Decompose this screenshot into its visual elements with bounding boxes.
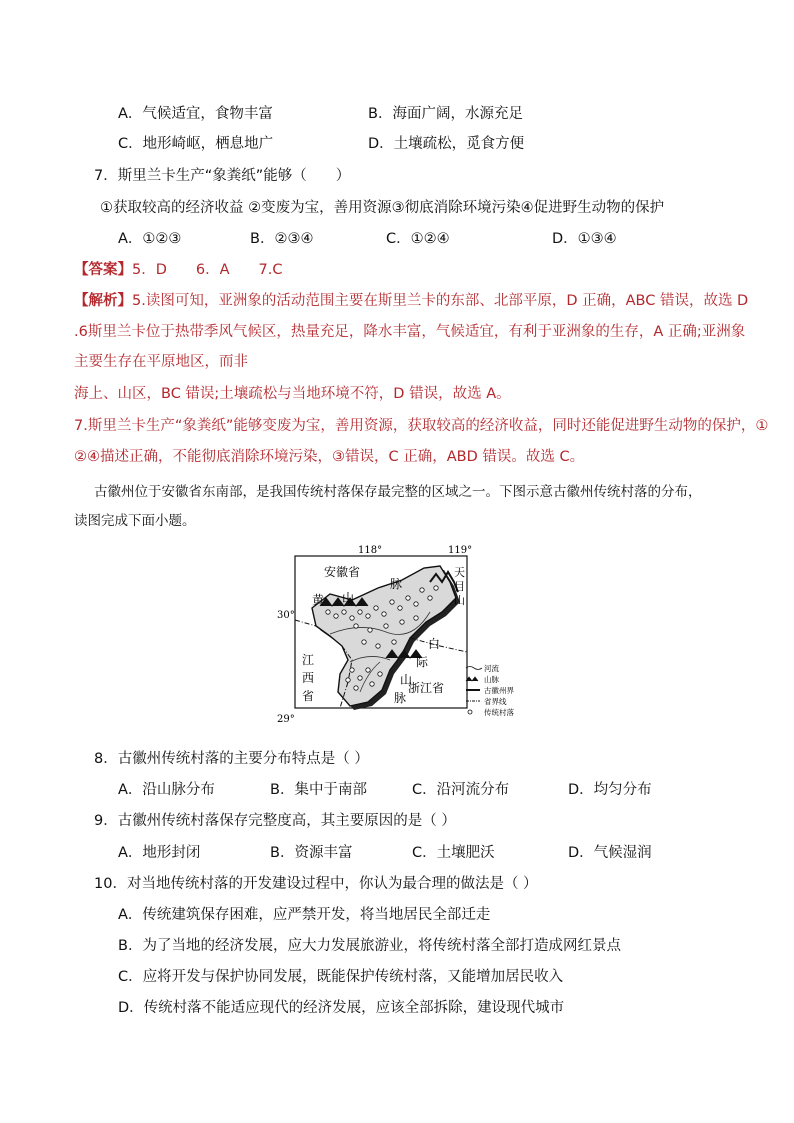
- legend-province: 省界线: [484, 697, 507, 706]
- analysis-line-2: .6斯里兰卡位于热带季风气候区，热量充足，降水丰富，气候适宜，有利于亚洲象的生存，A 正确;亚洲象: [74, 324, 746, 340]
- legend-river-symbol: [466, 667, 482, 670]
- answer-tag: 【答案】: [74, 262, 132, 278]
- label-anhui: 安徽省: [324, 565, 361, 579]
- analysis-line-5: 7.斯里兰卡生产“象粪纸”能够变废为宝，善用资源，获取较高的经济收益，同时还能促进野生动物的保护，①: [74, 418, 769, 434]
- label-mai1: 脉: [390, 577, 403, 591]
- analysis-line-6: ②④描述正确，不能彻底消除环境污染，③错误，C 正确，ABD 错误。故选 C。: [74, 449, 585, 465]
- analysis-line-4: 海上、山区，BC 错误;土壤疏松与当地环境不符，D 错误，故选 A。: [74, 386, 511, 402]
- label-bai: 白: [428, 637, 441, 651]
- q10-option-b: B．为了当地的经济发展，应大力发展旅游业，将传统村落全部打造成网红景点: [118, 938, 621, 954]
- q7-stem: 7．斯里兰卡生产“象粪纸”能够（ ）: [94, 168, 351, 184]
- label-huang: 黄: [312, 593, 325, 607]
- huizhou-village-map: [277, 542, 514, 725]
- q7-option-c: C．①②④: [386, 231, 450, 247]
- q7-option-b: B．②③④: [250, 231, 314, 247]
- lon-label-118: 118°: [358, 545, 383, 556]
- legend-village-symbol: [468, 710, 472, 714]
- label-xi: 西: [302, 671, 315, 685]
- q10-stem: 10．对当地传统村落的开发建设过程中，你认为最合理的做法是（ ）: [94, 876, 538, 892]
- map-svg: [277, 542, 514, 725]
- analysis-tag: 【解析】: [74, 293, 132, 309]
- q6-option-c: C．地形崎岖，栖息地广: [118, 136, 274, 152]
- analysis-line-1: [74, 289, 748, 310]
- q8-option-a: A．沿山脉分布: [118, 782, 215, 798]
- q7-option-d: D．①③④: [552, 231, 617, 247]
- q9-option-d: D．气候湿润: [568, 845, 652, 861]
- label-sheng: 省: [302, 689, 315, 703]
- q7-option-a: A．①②③: [118, 231, 182, 247]
- q9-option-b: B．资源丰富: [270, 845, 353, 861]
- analysis-line-3: 主要生存在平原地区，而非: [74, 354, 248, 370]
- label-mu: 目: [454, 580, 465, 593]
- q6-option-a: A．气候适宜，食物丰富: [118, 106, 273, 122]
- q8-stem: 8．古徽州传统村落的主要分布特点是（ ）: [94, 751, 369, 767]
- q10-option-c: C．应将开发与保护协同发展，既能保护传统村落，又能增加居民收入: [118, 969, 564, 985]
- legend-river: 河流: [484, 664, 499, 673]
- legend-boundary: 古徽州界: [484, 686, 514, 695]
- q10-option-d: D．传统村落不能适应现代的经济发展，应该全部拆除，建设现代城市: [118, 1000, 565, 1016]
- q6-option-b: B．海面广阔，水源充足: [368, 106, 523, 122]
- intro-line-1: 古徽州位于安徽省东南部，是我国传统村落保存最完整的区域之一。下图示意古徽州传统村落的分布，: [94, 484, 702, 500]
- answer-text: 5．D 6．A 7.C: [132, 262, 283, 278]
- label-mai2: 脉: [394, 691, 407, 705]
- label-jiang: 江: [302, 653, 315, 667]
- lat-label-30: 30°: [277, 610, 295, 621]
- analysis-text-1: 5.读图可知，亚洲象的活动范围主要在斯里兰卡的东部、北部平原，D 正确，ABC 错误，故选 D: [132, 293, 749, 309]
- lat-label-29: 29°: [277, 714, 295, 725]
- label-shan3: 山: [400, 673, 413, 687]
- legend-mountain: 山脉: [484, 675, 499, 684]
- map-legend: [466, 663, 514, 717]
- legend-village: 传统村落: [484, 708, 514, 717]
- intro-line-2: 读图完成下面小题。: [74, 513, 196, 529]
- q6-option-d: D．土壤疏松，觅食方便: [368, 136, 525, 152]
- label-shan1: 山: [342, 591, 355, 605]
- label-ji: 际: [416, 655, 429, 669]
- q9-option-a: A．地形封闭: [118, 845, 201, 861]
- q8-option-c: C．沿河流分布: [412, 782, 510, 798]
- answer-line: [74, 258, 283, 279]
- lon-label-119: 119°: [448, 545, 473, 556]
- label-zhejiang: 浙江省: [408, 681, 445, 695]
- legend-mountain-symbol: [466, 677, 478, 681]
- q9-stem: 9．古徽州传统村落保存完整度高，其主要原因的是（ ）: [94, 813, 456, 829]
- label-tian: 天: [454, 566, 465, 579]
- q7-statements: ①获取较高的经济收益 ②变废为宝，善用资源③彻底消除环境污染④促进野生动物的保护: [100, 200, 665, 216]
- q9-option-c: C．土壤肥沃: [412, 845, 495, 861]
- q10-option-a: A．传统建筑保存困难，应严禁开发，将当地居民全部迁走: [118, 907, 491, 923]
- label-shan2: 山: [454, 594, 465, 607]
- q8-option-b: B．集中于南部: [270, 782, 367, 798]
- q8-option-d: D．均匀分布: [568, 782, 652, 798]
